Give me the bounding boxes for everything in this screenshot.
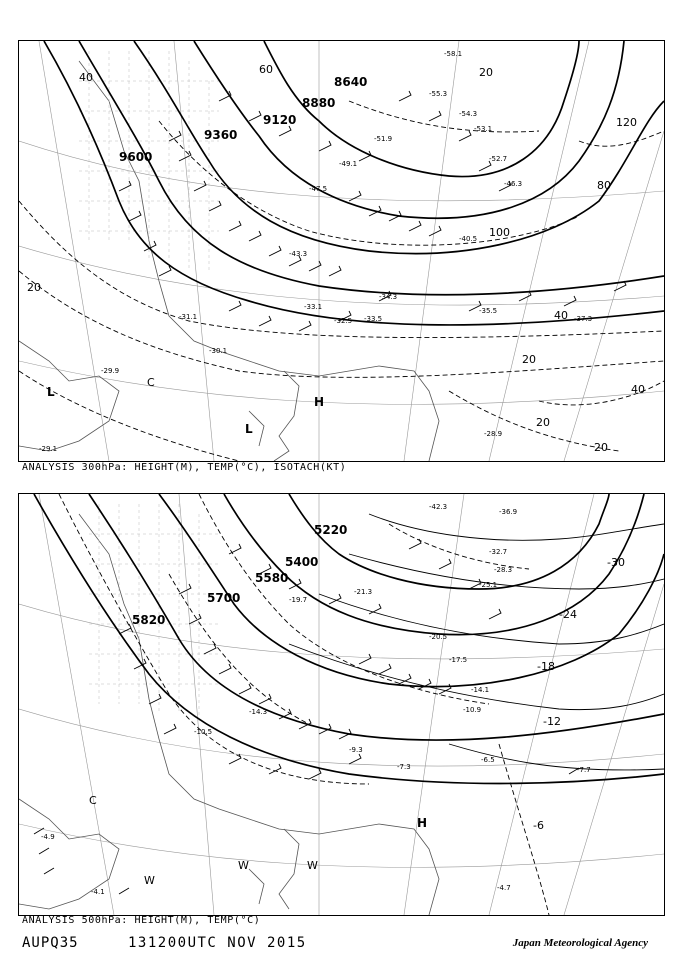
isotach-label: 40 [554,309,568,322]
cold-marker: C [147,376,155,389]
height-label: 5580 [255,571,289,585]
agency-name: Japan Meteorological Agency [512,937,648,949]
pressure-centers [89,794,427,887]
height-label: 9600 [119,150,153,164]
temp-label: -30.1 [209,347,228,355]
valid-time: 131200UTC NOV 2015 [128,935,307,951]
temp-label: -40.5 [459,235,478,243]
temp-label: -7.7 [577,766,591,774]
isotach-label: 120 [616,116,637,129]
temp-label: -33.1 [304,303,323,311]
isotherm-label: -24 [559,608,577,621]
isotach-label: 20 [479,66,493,79]
temp-label: -55.3 [429,90,448,98]
temp-label: -52.7 [489,155,508,163]
warm-marker: W [144,874,155,887]
temp-label: -4.1 [91,888,105,896]
pressure-centers [47,376,324,436]
temp-label: -29.1 [39,445,58,453]
coastline [19,61,439,461]
height-contours [34,494,664,783]
isotach-label: 20 [594,441,608,454]
height-label: 5700 [207,591,241,605]
temp-label: -33.5 [364,315,383,323]
temp-label: -35.5 [479,307,498,315]
map-300hpa[interactable] [18,40,665,462]
isotherm-labels [533,556,625,832]
temp-label: -32.7 [489,548,508,556]
temp-label: -6.5 [481,756,495,764]
temp-label: -34.3 [379,293,398,301]
low-center: L [245,422,253,436]
isotach-label: 20 [536,416,550,429]
chart-id: AUPQ35 [22,935,79,951]
low-center: L [47,385,55,399]
caption-300hpa: ANALYSIS 300hPa: HEIGHT(M), TEMP(°C), ISOTACH(KT) [22,462,347,473]
temp-label: -32.5 [334,317,353,325]
height-labels [119,75,367,164]
height-label: 5400 [285,555,319,569]
height-label: 8640 [334,75,368,89]
temp-label: -10.5 [194,728,213,736]
temp-label: -37.3 [574,315,593,323]
temp-label: -29.9 [101,367,120,375]
height-label: 9120 [263,113,297,127]
temp-label: -21.3 [354,588,373,596]
height-label: 9360 [204,128,238,142]
temp-label: -4.9 [41,833,55,841]
temp-label: -28.9 [484,430,503,438]
cold-marker: C [89,794,97,807]
isotherm-label: -6 [533,819,544,832]
temp-label: -20.5 [429,633,448,641]
high-center: H [314,395,325,409]
graticule [19,494,664,915]
caption-500hpa: ANALYSIS 500hPa: HEIGHT(M), TEMP(°C) [22,915,261,926]
isotach-label: 60 [259,63,273,76]
isotach-label: 40 [79,71,93,84]
temp-label: -17.5 [449,656,468,664]
map-500hpa[interactable] [18,493,665,916]
temp-label: -31.1 [179,313,198,321]
temp-label: -19.7 [289,596,308,604]
temp-label: -42.3 [429,503,448,511]
temp-label: -46.3 [504,180,523,188]
isotach-label: 100 [489,226,510,239]
isotherm-label: -12 [543,715,561,728]
temp-label: -28.3 [494,566,513,574]
isotach-label: 80 [597,179,611,192]
temp-label: -9.3 [349,746,363,754]
temp-label: -53.1 [474,125,493,133]
temp-label: -51.9 [374,135,393,143]
temp-label: -49.1 [339,160,358,168]
temp-label: -36.9 [499,508,518,516]
temp-label: -14.3 [249,708,268,716]
temp-label: -47.5 [309,185,328,193]
isotach-label: 20 [522,353,536,366]
height-label: 8880 [302,96,336,110]
map-500hpa-canvas [19,494,664,915]
isotherm-label: -30 [607,556,625,569]
temp-label: -4.7 [497,884,511,892]
temp-label: -14.1 [471,686,490,694]
isotherm-label: -18 [537,660,555,673]
isotach-label: 40 [631,383,645,396]
isotachs [19,101,664,461]
temp-label: -43.3 [289,250,308,258]
temp-label: -7.3 [397,763,411,771]
map-300hpa-canvas [19,41,664,461]
temp-label: -58.1 [444,50,463,58]
isotach-label: 20 [27,281,41,294]
temp-label: -25.1 [479,581,498,589]
high-center: H [417,816,428,830]
warm-marker: W [238,859,249,872]
temperature-labels [39,50,592,453]
temp-label: -54.3 [459,110,478,118]
warm-marker: W [307,859,318,872]
height-label: 5220 [314,523,348,537]
temp-label: -10.9 [463,706,482,714]
isotach-labels [27,63,645,454]
height-label: 5820 [132,613,166,627]
